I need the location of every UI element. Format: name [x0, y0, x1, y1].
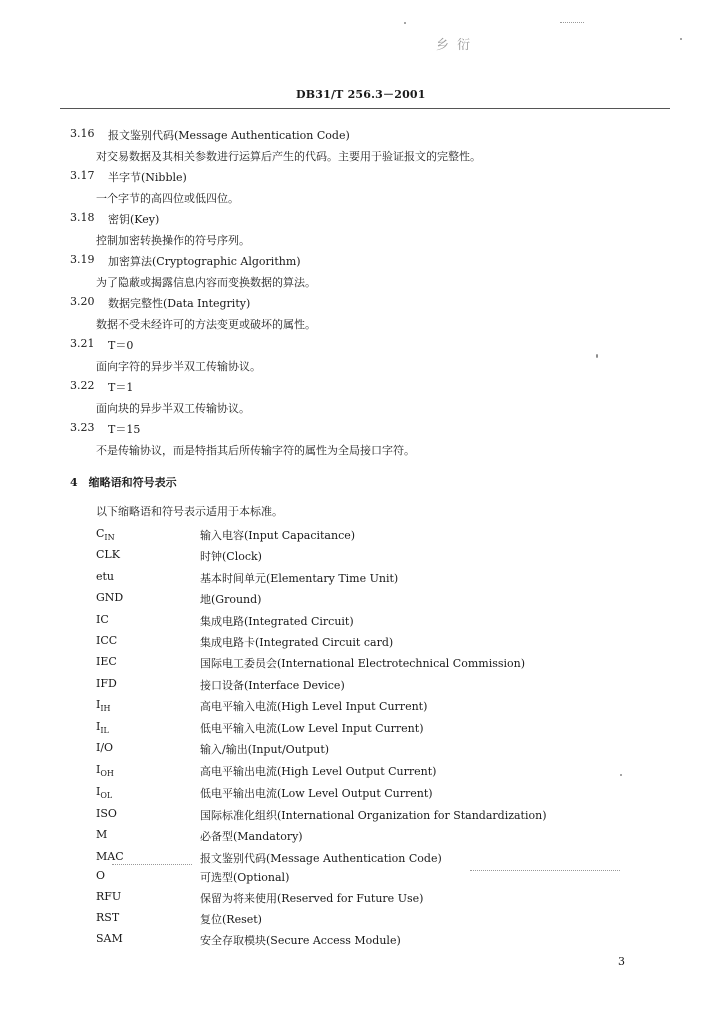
definition-title: T＝1 [108, 381, 134, 394]
definition-body: 面向块的异步半双工传输协议。 [96, 402, 250, 415]
definition-number: 3.17 [70, 169, 95, 182]
abbreviation-term: CLK [96, 548, 120, 561]
definition-number: 3.16 [70, 127, 95, 140]
definition-number: 3.23 [70, 421, 95, 434]
abbreviation-term: IFD [96, 677, 117, 690]
definition-body: 面向字符的异步半双工传输协议。 [96, 360, 261, 373]
abbreviation-definition: 时钟(Clock) [200, 550, 262, 563]
abbreviation-term: etu [96, 570, 115, 583]
abbreviation-definition: 集成电路卡(Integrated Circuit card) [200, 636, 394, 649]
definition-title: 密钥(Key) [108, 213, 160, 226]
abbreviation-term: O [96, 869, 106, 882]
abbreviation-term: $I_{IL}$ [96, 720, 109, 736]
definition-body: 为了隐蔽或揭露信息内容而变换数据的算法。 [96, 276, 316, 289]
page-number: 3 [618, 955, 625, 968]
scan-noise [112, 864, 192, 865]
definition-title: 报文鉴别代码(Message Authentication Code) [108, 129, 350, 142]
abbreviation-term: RFU [96, 890, 122, 903]
definition-title: T＝15 [108, 423, 141, 436]
definition-number: 3.21 [70, 337, 95, 350]
scan-noise [596, 354, 598, 358]
abbreviation-term: IEC [96, 655, 117, 668]
abbreviation-definition: 必备型(Mandatory) [200, 830, 303, 843]
abbreviation-definition: 保留为将来使用(Reserved for Future Use) [200, 892, 424, 905]
definition-body: 控制加密转换操作的符号序列。 [96, 234, 250, 247]
definition-body: 对交易数据及其相关参数进行运算后产生的代码。主要用于验证报文的完整性。 [96, 150, 481, 163]
abbreviation-definition: 低电平输出电流(Low Level Output Current) [200, 787, 433, 800]
definition-number: 3.22 [70, 379, 95, 392]
abbreviation-definition: 集成电路(Integrated Circuit) [200, 615, 354, 628]
abbreviation-definition: 国际标准化组织(International Organization for Standardization) [200, 809, 547, 822]
definition-title: T＝0 [108, 339, 134, 352]
definition-body: 不是传输协议，而是特指其后所传输字符的属性为全局接口字符。 [96, 444, 415, 457]
abbreviation-definition: 基本时间单元(Elementary Time Unit) [200, 572, 399, 585]
definition-title: 数据完整性(Data Integrity) [108, 297, 251, 310]
abbreviation-definition: 高电平输出电流(High Level Output Current) [200, 765, 437, 778]
scan-noise [470, 870, 620, 871]
scan-noise [560, 22, 584, 23]
abbreviation-term: I/O [96, 741, 114, 754]
definition-body: 数据不受未经许可的方法变更或破坏的属性。 [96, 318, 316, 331]
abbreviation-term: RST [96, 911, 120, 924]
abbreviation-definition: 接口设备(Interface Device) [200, 679, 345, 692]
abbreviation-term: GND [96, 591, 124, 604]
scan-noise [680, 38, 682, 40]
abbreviation-term: $I_{IH}$ [96, 698, 111, 714]
definition-title: 半字节(Nibble) [108, 171, 187, 184]
abbreviation-definition: 安全存取模块(Secure Access Module) [200, 934, 401, 947]
abbreviation-term: ISO [96, 807, 117, 820]
abbreviation-definition: 可选型(Optional) [200, 871, 290, 884]
abbreviation-term: IC [96, 613, 109, 626]
abbreviation-definition: 地(Ground) [200, 593, 262, 606]
abbreviation-definition: 复位(Reset) [200, 913, 262, 926]
header-rule [60, 108, 670, 109]
definition-number: 3.18 [70, 211, 95, 224]
abbreviation-definition: 低电平输入电流(Low Level Input Current) [200, 722, 424, 735]
section-heading: 4 缩略语和符号表示 [70, 476, 177, 489]
abbreviation-term: $I_{OH}$ [96, 763, 114, 779]
definition-body: 一个字节的高四位或低四位。 [96, 192, 239, 205]
abbreviation-definition: 高电平输入电流(High Level Input Current) [200, 700, 428, 713]
abbreviation-definition: 报文鉴别代码(Message Authentication Code) [200, 852, 442, 865]
abbreviation-definition: 输入/输出(Input/Output) [200, 743, 330, 756]
abbreviation-term: M [96, 828, 108, 841]
document-number: DB31/T 256.3－2001 [296, 88, 426, 101]
definition-number: 3.19 [70, 253, 95, 266]
abbreviation-term: SAM [96, 932, 123, 945]
abbreviation-definition: 国际电工委员会(International Electrotechnical Commission) [200, 657, 526, 670]
abbreviation-definition: 输入电容(Input Capacitance) [200, 529, 356, 542]
definition-number: 3.20 [70, 295, 95, 308]
scan-noise [620, 774, 622, 776]
page-stamp: 乡 衍 [436, 38, 473, 53]
abbreviation-term: MAC [96, 850, 124, 863]
definition-title: 加密算法(Cryptographic Algorithm) [108, 255, 301, 268]
section-intro: 以下缩略语和符号表示适用于本标准。 [96, 505, 283, 518]
abbreviation-term: $C_{IN}$ [96, 527, 115, 543]
abbreviation-term: $I_{OL}$ [96, 785, 113, 801]
scan-noise [404, 22, 406, 24]
abbreviation-term: ICC [96, 634, 118, 647]
